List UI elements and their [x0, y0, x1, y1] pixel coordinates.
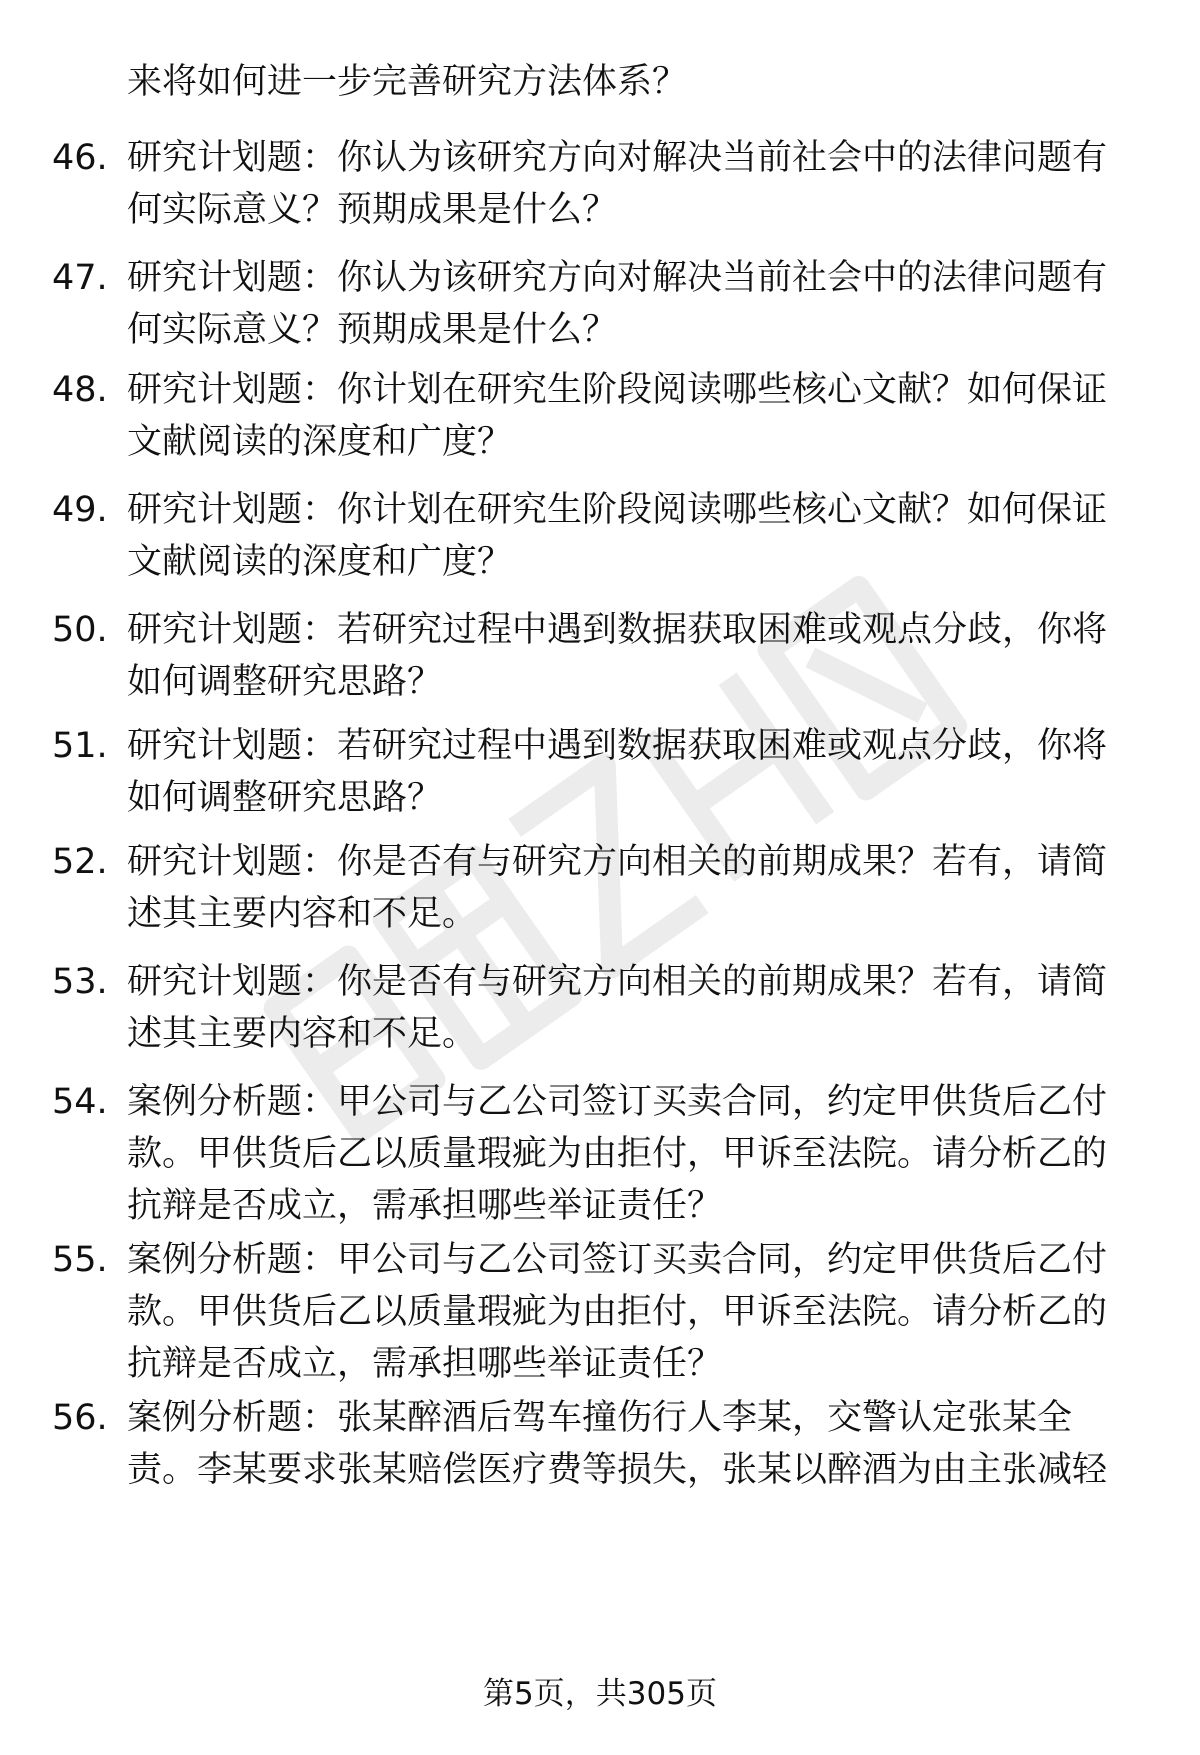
question-text [127, 252, 1147, 356]
question-number: 55. [52, 1240, 108, 1280]
page-footer: 第5页，共305页 [483, 1676, 717, 1712]
question-text-line: 何实际意义？预期成果是什么？ [127, 310, 618, 350]
question-number: 46. [52, 138, 108, 178]
question-item [0, 484, 1200, 588]
question-item [0, 364, 1200, 468]
question-text [127, 1234, 1147, 1390]
question-text [127, 364, 1147, 468]
question-text-line: 款。甲供货后乙以质量瑕疵为由拒付，甲诉至法院。请分析乙的 [127, 1292, 1108, 1332]
question-text [127, 1076, 1147, 1232]
question-number: 48. [52, 370, 108, 410]
question-text [127, 956, 1147, 1060]
question-text-line: 研究计划题：你计划在研究生阶段阅读哪些核心文献？如何保证 [127, 490, 1108, 530]
question-text [127, 720, 1147, 824]
question-item [0, 836, 1200, 940]
question-item [0, 252, 1200, 356]
question-item [0, 1234, 1200, 1390]
question-text-line: 案例分析题：张某醉酒后驾车撞伤行人李某，交警认定张某全 [127, 1398, 1073, 1438]
question-text-line: 研究计划题：若研究过程中遇到数据获取困难或观点分歧，你将 [127, 610, 1108, 650]
question-text-line: 研究计划题：你计划在研究生阶段阅读哪些核心文献？如何保证 [127, 370, 1108, 410]
question-text-line: 文献阅读的深度和广度？ [127, 542, 513, 582]
question-text-line: 案例分析题：甲公司与乙公司签订买卖合同，约定甲供货后乙付 [127, 1082, 1108, 1122]
question-text [127, 604, 1147, 708]
question-text-line: 述其主要内容和不足。 [127, 894, 478, 934]
question-text-line: 研究计划题：你认为该研究方向对解决当前社会中的法律问题有 [127, 258, 1108, 298]
question-text-line: 如何调整研究思路？ [127, 778, 443, 818]
question-number: 47. [52, 258, 108, 298]
question-text-line: 案例分析题：甲公司与乙公司签订买卖合同，约定甲供货后乙付 [127, 1240, 1108, 1280]
question-item [0, 1076, 1200, 1232]
question-item [0, 956, 1200, 1060]
question-item [0, 1392, 1200, 1496]
question-number: 50. [52, 610, 108, 650]
question-text [127, 1392, 1147, 1496]
question-text [127, 484, 1147, 588]
question-text-line: 研究计划题：你认为该研究方向对解决当前社会中的法律问题有 [127, 138, 1108, 178]
question-text [127, 132, 1147, 236]
question-text-line: 文献阅读的深度和广度？ [127, 422, 513, 462]
question-text-line: 研究计划题：你是否有与研究方向相关的前期成果？若有，请简 [127, 962, 1108, 1002]
question-number: 54. [52, 1082, 108, 1122]
intro-continuation-line: 来将如何进一步完善研究方法体系？ [127, 62, 688, 102]
question-text-line: 研究计划题：你是否有与研究方向相关的前期成果？若有，请简 [127, 842, 1108, 882]
question-text-line: 抗辩是否成立，需承担哪些举证责任？ [127, 1186, 723, 1226]
question-text-line: 款。甲供货后乙以质量瑕疵为由拒付，甲诉至法院。请分析乙的 [127, 1134, 1108, 1174]
question-text-line: 如何调整研究思路？ [127, 662, 443, 702]
question-item [0, 132, 1200, 236]
question-text-line: 研究计划题：若研究过程中遇到数据获取困难或观点分歧，你将 [127, 726, 1108, 766]
question-number: 49. [52, 490, 108, 530]
question-item [0, 604, 1200, 708]
question-number: 56. [52, 1398, 108, 1438]
question-text-line: 责。李某要求张某赔偿医疗费等损失，张某以醉酒为由主张减轻 [127, 1450, 1108, 1490]
question-number: 52. [52, 842, 108, 882]
question-text [127, 836, 1147, 940]
question-text-line: 抗辩是否成立，需承担哪些举证责任？ [127, 1344, 723, 1384]
question-item [0, 720, 1200, 824]
question-text-line: 何实际意义？预期成果是什么？ [127, 190, 618, 230]
question-text-line: 述其主要内容和不足。 [127, 1014, 478, 1054]
question-number: 51. [52, 726, 108, 766]
question-number: 53. [52, 962, 108, 1002]
